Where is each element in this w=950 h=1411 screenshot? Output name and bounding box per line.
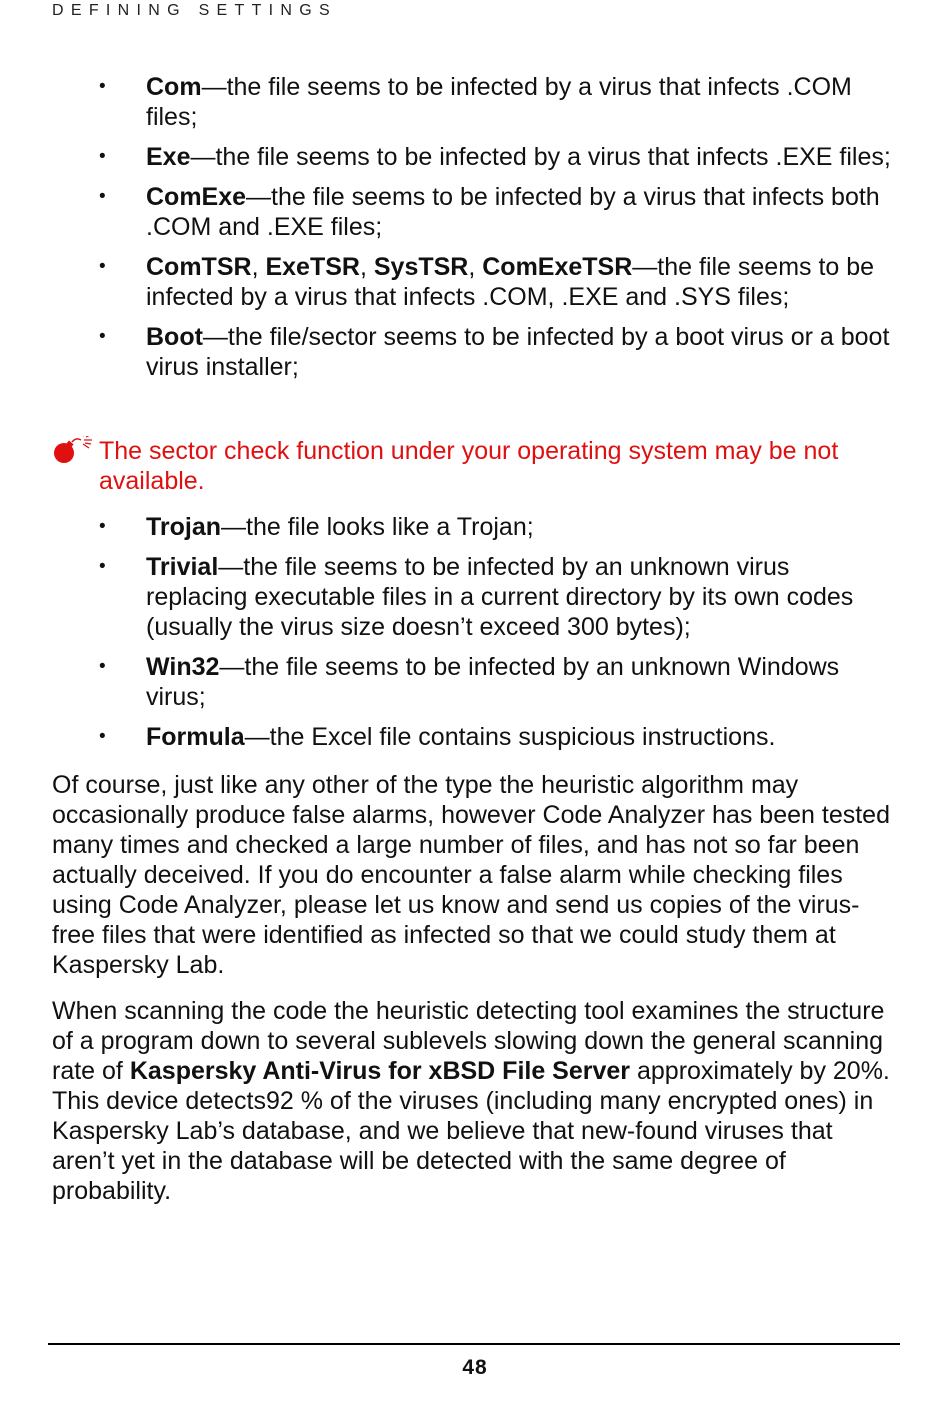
list-item [0,722,950,752]
separator: , [359,253,374,281]
term: ComExe [146,183,247,211]
signature-list-2 [0,512,950,762]
list-item [0,322,950,382]
bullet: • [99,256,106,277]
bullet: • [99,146,106,167]
list-item [0,142,950,172]
running-header: DEFINING SETTINGS [52,2,337,19]
list-item [0,72,950,132]
description: —the file seems to be infected by a virus that infects .EXE files; [190,143,891,171]
description: —the file seems to be infected by an unknown virus replacing executable files in a current directory by its own codes (usually the virus size doesn’t exceed 300 bytes); [146,553,854,641]
description: —the file seems to be infected by an unknown Windows virus; [146,653,840,711]
bullet: • [99,726,106,747]
term: Win32 [146,653,220,681]
list-item [0,182,950,242]
product-name: Kaspersky Anti-Virus for xBSD File Server [129,1057,631,1085]
description: —the file seems to be infected by a virus that infects .COM files; [146,73,852,131]
bullet: • [99,556,106,577]
list-item [0,252,950,312]
term: Exe [146,143,191,171]
term: ExeTSR [265,253,360,281]
bullet: • [99,516,106,537]
bullet: • [99,326,106,347]
bullet: • [99,186,106,207]
separator: , [468,253,483,281]
bullet: • [99,76,106,97]
paragraph-text: approximately by 20%. This device detects92 % of the viruses (including many encrypted ones) in Kaspersky Lab’s database, and we believe that new-found viruses that aren’t yet in the database will be detected with the same degree of probability. [52,1057,890,1205]
list-item [0,552,950,642]
bomb-icon [52,436,96,466]
warning-note [52,436,892,496]
term: Trojan [146,513,222,541]
description: —the Excel file contains suspicious instructions. [244,723,776,751]
signature-list-1 [0,72,950,392]
list-item [0,652,950,712]
term: Formula [146,723,245,751]
term: ComTSR [146,253,252,281]
description: —the file seems to be infected by a virus that infects .COM, .EXE and .SYS files; [146,253,875,311]
term: Trivial [146,553,219,581]
note-text: The sector check function under your operating system may be not available. [99,437,839,495]
paragraph-performance [52,996,902,1206]
list-item [0,512,950,542]
page-number: 48 [462,1356,488,1379]
term: ComExeTSR [482,253,633,281]
description: —the file seems to be infected by a virus that infects both .COM and .EXE files; [146,183,880,241]
paragraph-false-alarms: Of course, just like any other of the type the heuristic algorithm may occasionally produce false alarms, however Code Analyzer has been tested many times and checked a large number of files, and has not so far been actually deceived. If you do encounter a false alarm while checking files using Code Analyzer, please let us know and send us copies of the virus-free files that were identified as infected so that we could study them at Kaspersky Lab. [52,771,890,979]
term: Boot [146,323,203,351]
term: SysTSR [373,253,469,281]
footer-rule [48,1343,900,1345]
description: —the file/sector seems to be infected by a boot virus or a boot virus installer; [146,323,890,381]
paragraph-text: When scanning the code the heuristic detecting tool examines the structure of a program down to several sublevels slowing down the general scanning rate of [52,997,885,1085]
separator: , [251,253,266,281]
description: —the file looks like a Trojan; [221,513,534,541]
bullet: • [99,656,106,677]
term: Com [146,73,202,101]
